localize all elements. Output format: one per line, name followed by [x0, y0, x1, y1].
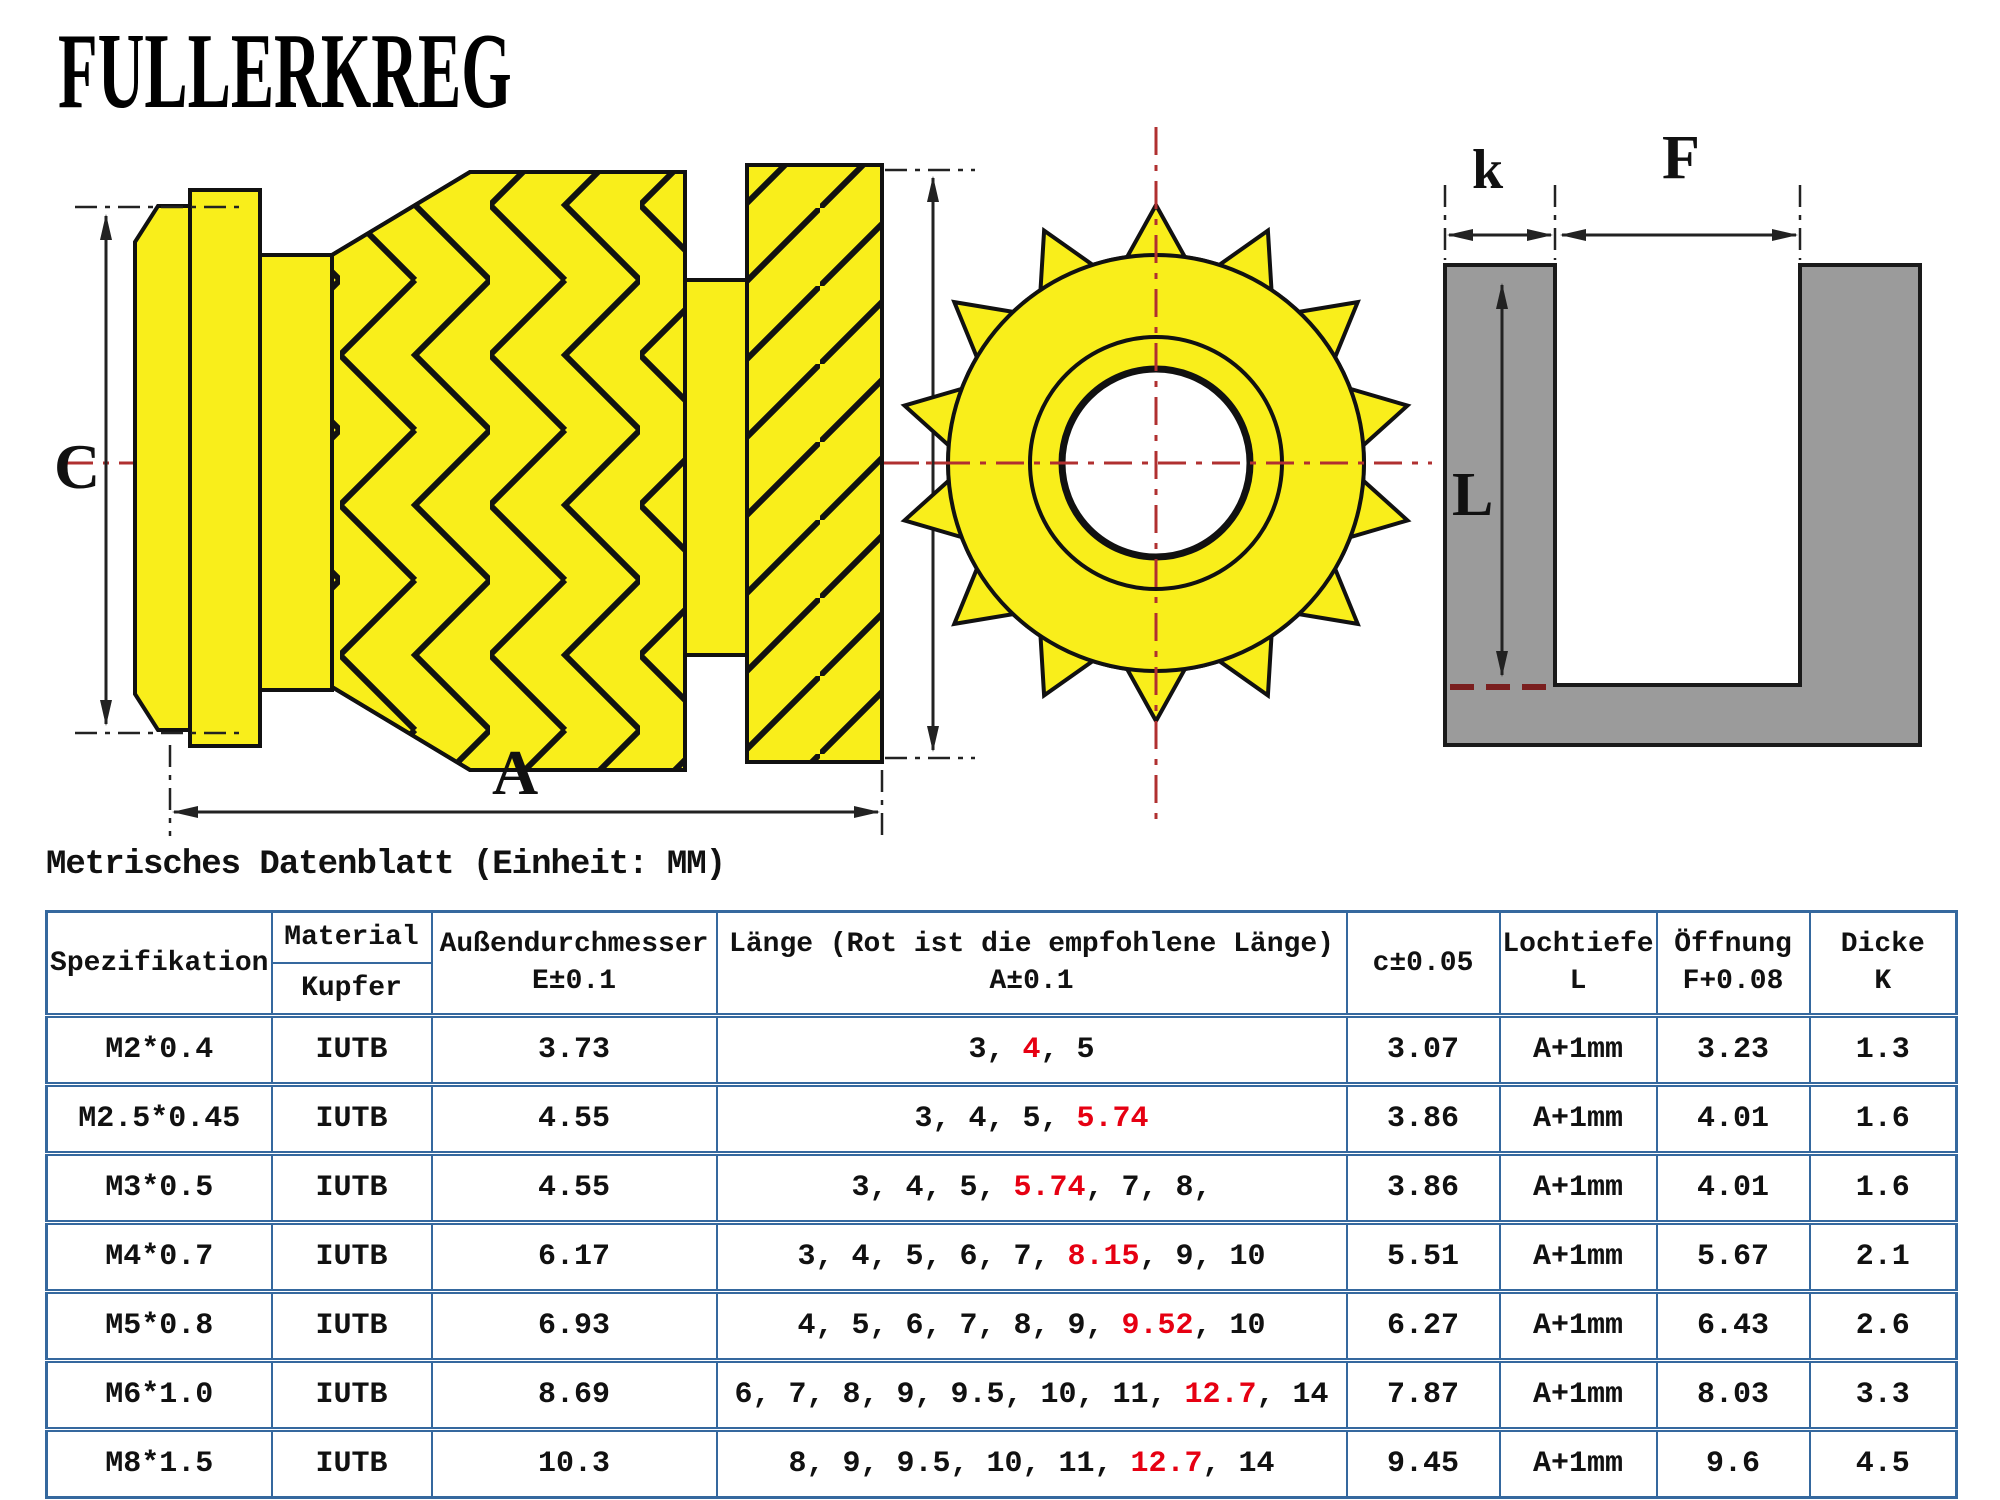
- cell-aussendurchmesser: 6.17: [432, 1223, 717, 1292]
- cell-spezifikation: M3*0.5: [47, 1154, 272, 1223]
- cell-lochtiefe: A+1mm: [1500, 1223, 1657, 1292]
- laenge-value-recommended: 4: [1022, 1033, 1041, 1067]
- cell-lochtiefe: A+1mm: [1500, 1085, 1657, 1154]
- laenge-value-recommended: 12.7: [1130, 1447, 1203, 1481]
- cell-lochtiefe: A+1mm: [1500, 1361, 1657, 1430]
- cell-oeffnung: 5.67: [1657, 1223, 1810, 1292]
- header-material: [272, 912, 432, 1016]
- header-material-line1: Material: [273, 913, 431, 964]
- brand-logo: FULLERKREG: [58, 12, 512, 131]
- header-laenge-line1: Länge (Rot ist die empfohlene Länge): [729, 929, 1334, 960]
- laenge-value: 3, 4, 5, 6, 7,: [797, 1240, 1068, 1274]
- header-dicke-line1: Dicke: [1840, 929, 1925, 960]
- cell-spezifikation: M2.5*0.45: [47, 1085, 272, 1154]
- cell-laenge: [717, 1154, 1347, 1223]
- header-laenge: [717, 912, 1347, 1016]
- cell-material: IUTB: [272, 1292, 432, 1361]
- cell-c: 6.27: [1347, 1292, 1500, 1361]
- header-aussendurchmesser-line2: E±0.1: [531, 966, 616, 997]
- cell-material: IUTB: [272, 1223, 432, 1292]
- table-row: [47, 1430, 1957, 1498]
- spec-table-header: [47, 912, 1957, 1016]
- cell-spezifikation: M4*0.7: [47, 1223, 272, 1292]
- laenge-value-recommended: 12.7: [1184, 1378, 1257, 1412]
- cell-dicke: 2.6: [1810, 1292, 1957, 1361]
- dim-c-label: C: [54, 431, 101, 502]
- laenge-value-recommended: 9.52: [1121, 1309, 1194, 1343]
- spec-table-body: [47, 1016, 1957, 1498]
- cell-material: IUTB: [272, 1016, 432, 1085]
- cell-material: IUTB: [272, 1361, 432, 1430]
- header-aussendurchmesser-line1: Außendurchmesser: [439, 929, 709, 960]
- insert-neck: [260, 255, 332, 690]
- insert-knurl-band-hatch: [747, 165, 882, 762]
- dim-l-label: L: [1452, 461, 1494, 529]
- laenge-value: 4, 5, 6, 7, 8, 9,: [797, 1309, 1122, 1343]
- header-c: [1347, 912, 1500, 1016]
- laenge-value: , 10: [1193, 1309, 1266, 1343]
- laenge-value-recommended: 5.74: [1076, 1102, 1149, 1136]
- cell-c: 9.45: [1347, 1430, 1500, 1498]
- cell-c: 5.51: [1347, 1223, 1500, 1292]
- mounting-hole-section-view: [1390, 130, 2000, 790]
- table-row: [47, 1292, 1957, 1361]
- cell-oeffnung: 4.01: [1657, 1154, 1810, 1223]
- dim-f-label: F: [1662, 130, 1700, 192]
- cell-c: 7.87: [1347, 1361, 1500, 1430]
- insert-knurl-herringbone-hatch: [332, 172, 685, 770]
- header-laenge-line2: A±0.1: [989, 966, 1074, 997]
- header-lochtiefe-line1: Lochtiefe: [1502, 929, 1654, 960]
- cell-spezifikation: M2*0.4: [47, 1016, 272, 1085]
- header-dicke-line2: K: [1874, 966, 1892, 997]
- cell-oeffnung: 6.43: [1657, 1292, 1810, 1361]
- cell-oeffnung: 4.01: [1657, 1085, 1810, 1154]
- cell-aussendurchmesser: 3.73: [432, 1016, 717, 1085]
- cell-laenge: [717, 1430, 1347, 1498]
- header-spezifikation-label: Spezifikation: [50, 947, 269, 979]
- insert-side-view: [40, 130, 980, 850]
- cell-c: 3.86: [1347, 1085, 1500, 1154]
- table-row: [47, 1361, 1957, 1430]
- laenge-value: , 9, 10: [1139, 1240, 1266, 1274]
- header-lochtiefe: [1500, 912, 1657, 1016]
- header-spezifikation: [47, 912, 272, 1016]
- cell-dicke: 3.3: [1810, 1361, 1957, 1430]
- insert-groove: [685, 280, 747, 655]
- cell-aussendurchmesser: 4.55: [432, 1085, 717, 1154]
- cell-lochtiefe: A+1mm: [1500, 1292, 1657, 1361]
- laenge-value: 8, 9, 9.5, 10, 11,: [788, 1447, 1131, 1481]
- cell-spezifikation: M8*1.5: [47, 1430, 272, 1498]
- insert-flange-collar: [190, 190, 260, 746]
- cell-material: IUTB: [272, 1154, 432, 1223]
- cell-laenge: [717, 1085, 1347, 1154]
- cell-dicke: 1.6: [1810, 1154, 1957, 1223]
- cell-oeffnung: 3.23: [1657, 1016, 1810, 1085]
- laenge-value-recommended: 8.15: [1067, 1240, 1140, 1274]
- table-row: [47, 1085, 1957, 1154]
- header-oeffnung-line1: Öffnung: [1674, 929, 1792, 960]
- header-oeffnung: [1657, 912, 1810, 1016]
- cell-dicke: 4.5: [1810, 1430, 1957, 1498]
- insert-flange-chamfered: [135, 206, 190, 730]
- laenge-value: , 14: [1256, 1378, 1329, 1412]
- cell-aussendurchmesser: 6.93: [432, 1292, 717, 1361]
- header-oeffnung-line2: F+0.08: [1682, 966, 1784, 997]
- cell-lochtiefe: A+1mm: [1500, 1430, 1657, 1498]
- table-row: [47, 1223, 1957, 1292]
- header-lochtiefe-line2: L: [1569, 966, 1587, 997]
- laenge-value: 6, 7, 8, 9, 9.5, 10, 11,: [734, 1378, 1185, 1412]
- table-row: [47, 1016, 1957, 1085]
- spec-table: [45, 910, 1958, 1499]
- insert-front-view: [880, 115, 1440, 835]
- table-row: [47, 1154, 1957, 1223]
- cell-lochtiefe: A+1mm: [1500, 1016, 1657, 1085]
- cell-material: IUTB: [272, 1430, 432, 1498]
- cell-dicke: 1.6: [1810, 1085, 1957, 1154]
- cell-laenge: [717, 1361, 1347, 1430]
- cell-laenge: [717, 1016, 1347, 1085]
- cell-laenge: [717, 1292, 1347, 1361]
- cell-laenge: [717, 1223, 1347, 1292]
- section-block: [1445, 265, 1920, 745]
- cell-oeffnung: 8.03: [1657, 1361, 1810, 1430]
- header-aussendurchmesser: [432, 912, 717, 1016]
- cell-material: IUTB: [272, 1085, 432, 1154]
- laenge-value: 3, 4, 5,: [914, 1102, 1077, 1136]
- cell-lochtiefe: A+1mm: [1500, 1154, 1657, 1223]
- cell-aussendurchmesser: 4.55: [432, 1154, 717, 1223]
- laenge-value: , 7, 8,: [1085, 1171, 1212, 1205]
- cell-aussendurchmesser: 10.3: [432, 1430, 717, 1498]
- table-title: Metrisches Datenblatt (Einheit: MM): [46, 846, 726, 884]
- laenge-value: , 14: [1202, 1447, 1275, 1481]
- cell-dicke: 1.3: [1810, 1016, 1957, 1085]
- cell-spezifikation: M5*0.8: [47, 1292, 272, 1361]
- cell-aussendurchmesser: 8.69: [432, 1361, 717, 1430]
- laenge-value: 3,: [968, 1033, 1023, 1067]
- cell-c: 3.86: [1347, 1154, 1500, 1223]
- laenge-value: 3, 4, 5,: [851, 1171, 1014, 1205]
- cell-dicke: 2.1: [1810, 1223, 1957, 1292]
- header-material-line2: Kupfer: [301, 973, 402, 1004]
- cell-oeffnung: 9.6: [1657, 1430, 1810, 1498]
- cell-spezifikation: M6*1.0: [47, 1361, 272, 1430]
- header-c-label: c±0.05: [1372, 947, 1474, 979]
- laenge-value: , 5: [1040, 1033, 1095, 1067]
- dim-a-label: A: [492, 737, 539, 808]
- laenge-value-recommended: 5.74: [1013, 1171, 1086, 1205]
- cell-c: 3.07: [1347, 1016, 1500, 1085]
- dim-k-label: k: [1472, 139, 1504, 201]
- header-dicke: [1810, 912, 1957, 1016]
